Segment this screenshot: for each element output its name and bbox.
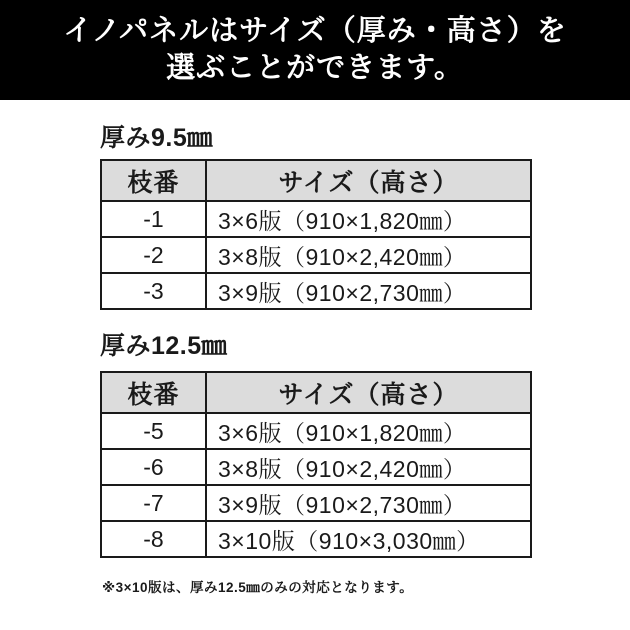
content xyxy=(100,125,530,596)
size-table-thickness-9-5 xyxy=(100,159,532,310)
size-value-cell: 3×8版（910×2,420㎜） xyxy=(206,449,531,485)
table-row xyxy=(101,273,531,309)
table-row xyxy=(101,449,531,485)
title-banner xyxy=(0,0,630,100)
table-row xyxy=(101,521,531,557)
footnote: ※3×10版は、厚み12.5㎜のみの対応となります。 xyxy=(102,580,414,595)
branch-number-cell: -2 xyxy=(101,237,206,273)
branch-number-cell: -1 xyxy=(101,201,206,237)
size-value-cell: 3×6版（910×1,820㎜） xyxy=(206,413,531,449)
size-value-cell: 3×9版（910×2,730㎜） xyxy=(206,485,531,521)
branch-number-cell: -8 xyxy=(101,521,206,557)
branch-number-cell: -6 xyxy=(101,449,206,485)
table-row xyxy=(101,237,531,273)
size-value-cell: 3×8版（910×2,420㎜） xyxy=(206,237,531,273)
table-header-row xyxy=(101,372,531,413)
size-value-cell: 3×10版（910×3,030㎜） xyxy=(206,521,531,557)
section-heading-thickness-9-5: 厚み9.5㎜ xyxy=(100,124,213,152)
banner-line-1: イノパネルはサイズ（厚み・高さ）を xyxy=(63,15,567,47)
branch-number-cell: -3 xyxy=(101,273,206,309)
column-header-branch-number: 枝番 xyxy=(101,372,206,413)
table-row xyxy=(101,485,531,521)
section-heading-thickness-12-5: 厚み12.5㎜ xyxy=(100,332,228,360)
table-header-row xyxy=(101,160,531,201)
column-header-size-height: サイズ（高さ） xyxy=(206,372,531,413)
banner-line-2: 選ぶことができます。 xyxy=(166,52,464,84)
column-header-size-height: サイズ（高さ） xyxy=(206,160,531,201)
size-value-cell: 3×9版（910×2,730㎜） xyxy=(206,273,531,309)
size-value-cell: 3×6版（910×1,820㎜） xyxy=(206,201,531,237)
column-header-branch-number: 枝番 xyxy=(101,160,206,201)
table-row xyxy=(101,201,531,237)
size-table-thickness-12-5 xyxy=(100,371,532,558)
branch-number-cell: -5 xyxy=(101,413,206,449)
table-row xyxy=(101,413,531,449)
branch-number-cell: -7 xyxy=(101,485,206,521)
